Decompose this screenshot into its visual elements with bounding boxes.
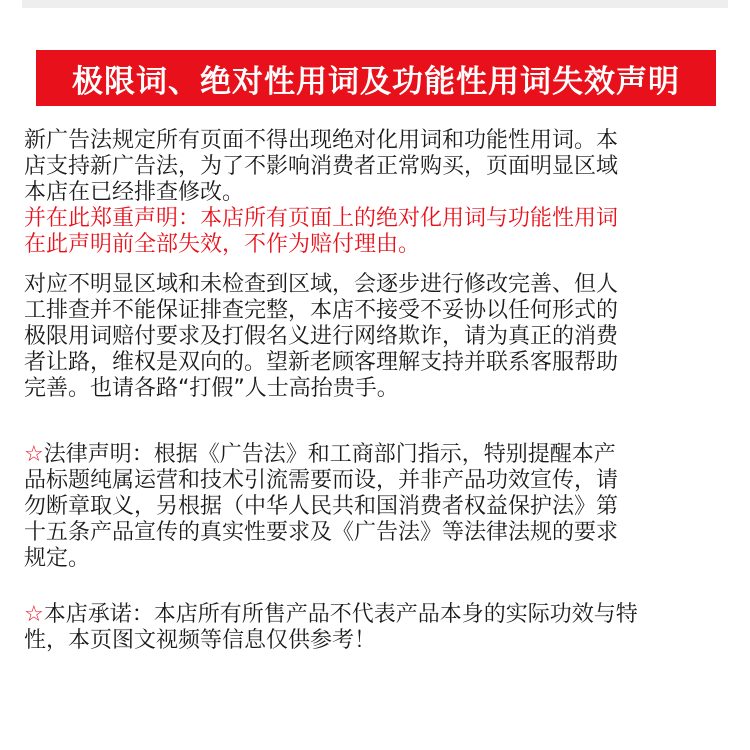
paragraph-solemn-declaration: 并在此郑重声明：本店所有页面上的绝对化用词与功能性用词 在此声明前全部失效，不作为赔付理由。 [24,206,619,257]
star-icon: ☆ [24,602,44,627]
star-icon: ☆ [24,442,44,467]
store-promise-line-1: ☆本店承诺：本店所有所售产品不代表产品本身的实际功效与特 [24,602,638,627]
paragraph-ad-law: 新广告法规定所有页面不得出现绝对化用词和功能性用词。本 店支持新广告法，为了不影响消费者正常购买，页面明显区域 本店在已经排查修改。 [24,128,619,205]
page-title: 极限词、绝对性用词及功能性用词失效声明 [72,63,680,100]
paragraph-legal-statement [24,442,724,572]
store-promise-line-2: 性，本页图文视频等信息仅供参考！ [24,628,377,653]
legal-statement-text: 法律声明：根据《广告法》和工商部门指示，特别提醒本产 品标题纯属运营和技术引流需要而设，并非产品功效宣传，请 勿断章取义，另根据（中华人民共和国消费者权益保护法》第 十五条产品宣传的真实性要求及《广告法》等法律法规的要求 规定。 [24,442,619,571]
title-banner [36,50,716,106]
paragraph-unchecked-areas: 对应不明显区域和未检查到区域，会逐步进行修改完善、但人 工排查并不能保证排查完整，本店不接受不妥协以任何形式的 极限用词赔付要求及打假名义进行网络欺诈，请为真正的消费 者让路，维权是双向的。望新老顾客理解支持并联系客服帮助 完善。也请各路“打假”人士高抬贵手。 [24,272,619,401]
paragraph-store-promise [24,602,724,654]
statement-body [24,128,724,654]
top-divider-strip [22,0,728,8]
